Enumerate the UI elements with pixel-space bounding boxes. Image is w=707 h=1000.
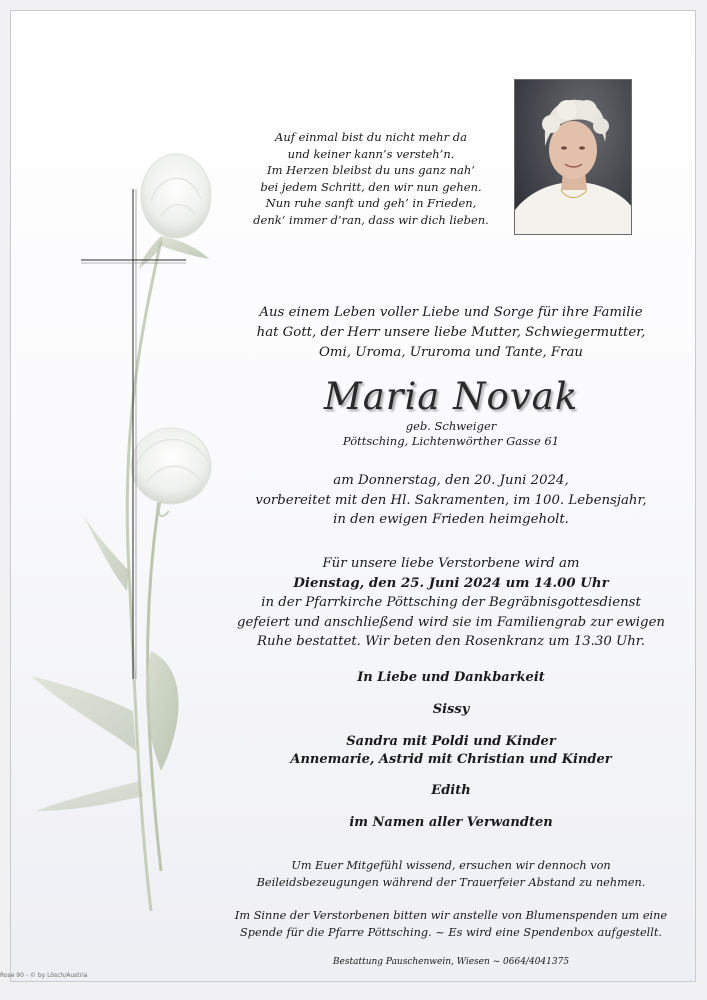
mourner-edith <box>231 782 671 800</box>
poem-line: Im Herzen bleibst du uns ganz nah’ <box>267 163 475 177</box>
mourner-name: Sissy <box>432 702 470 717</box>
rose-top-icon <box>141 154 211 238</box>
poem-line: und keiner kann’s versteh’n. <box>287 146 455 161</box>
mourner-group <box>231 733 671 769</box>
poem <box>241 129 501 228</box>
portrait-icon <box>515 80 632 235</box>
rose-bottom-icon <box>131 428 211 516</box>
funeral-info <box>226 554 676 652</box>
relatives-text: im Namen aller Verwandten <box>349 815 553 830</box>
mourner-name: Annemarie, Astrid mit Christian und Kinder <box>290 752 612 767</box>
parte-page <box>10 10 696 982</box>
condolence-note <box>226 857 676 891</box>
gratitude-line <box>231 669 671 687</box>
mourner-sissy <box>231 701 671 719</box>
death-line: vorbereitet mit den Hl. Sakramenten, im 100. Lebensjahr, <box>255 492 647 508</box>
poem-line: bei jedem Schritt, den wir nun gehen. <box>260 179 482 194</box>
mourner-name: Edith <box>431 783 471 798</box>
poem-line: Auf einmal bist du nicht mehr da <box>275 130 467 144</box>
funeral-line: gefeiert und anschließend wird sie im Familiengrab zur ewigen <box>236 614 665 630</box>
funeral-date-time: Dienstag, den 25. Juni 2024 um 14.00 Uhr <box>293 575 609 591</box>
address: Pöttsching, Lichtenwörther Gasse 61 <box>342 434 560 448</box>
image-credit: Rose 90 - © by Lösch/Austria <box>0 972 88 979</box>
gratitude-text: In Liebe und Dankbarkeit <box>357 670 545 685</box>
rose-illustration <box>11 11 241 982</box>
note-line: Spende für die Pfarre Pöttsching. ~ Es wird eine Spendenbox aufgestellt. <box>240 926 662 939</box>
funeral-line: in der Pfarrkirche Pöttsching der Begräbnisgottesdienst <box>261 595 641 610</box>
poem-line: denk‘ immer d’ran, dass wir dich lieben. <box>253 212 489 227</box>
intro-line: Aus einem Leben voller Liebe und Sorge für ihre Familie <box>259 305 643 320</box>
donation-note <box>226 907 676 941</box>
funeral-line: Ruhe bestattet. Wir beten den Rosenkranz um 13.30 Uhr. <box>257 634 645 649</box>
funeral-line: Für unsere liebe Verstorbene wird am <box>322 556 580 571</box>
birth-name: geb. Schweiger <box>405 419 497 433</box>
intro-line: Omi, Uroma, Ururoma und Tante, Frau <box>319 345 583 360</box>
mourner-name: Sandra mit Poldi und Kinder <box>346 734 556 749</box>
note-line: Beileidsbezeugungen während der Trauerfeier Abstand zu nehmen. <box>256 876 646 889</box>
intro-text <box>231 303 671 363</box>
intro-line: hat Gott, der Herr unsere liebe Mutter, Schwiegermutter, <box>256 325 646 340</box>
death-announcement <box>231 471 671 530</box>
death-line: am Donnerstag, den 20. Juni 2024, <box>333 473 569 488</box>
portrait-photo <box>514 79 632 235</box>
deceased-name: Maria Novak <box>323 375 579 418</box>
deceased-details <box>251 419 651 449</box>
relatives-line <box>231 814 671 832</box>
note-line: Im Sinne der Verstorbenen bitten wir anstelle von Blumenspenden um eine <box>234 909 668 922</box>
note-line: Um Euer Mitgefühl wissend, ersuchen wir dennoch von <box>291 859 611 872</box>
poem-line: Nun ruhe sanft und geh’ in Frieden, <box>265 196 477 210</box>
funeral-home: Bestattung Pauschenwein, Wiesen ~ 0664/4041375 <box>332 957 570 967</box>
death-line: in den ewigen Frieden heimgeholt. <box>333 512 569 527</box>
